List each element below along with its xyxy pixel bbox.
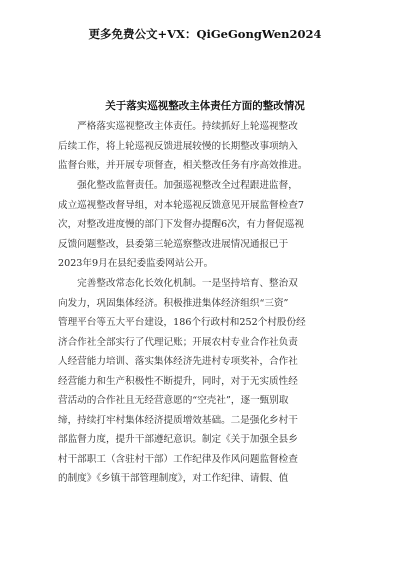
text-line: 的制度》《乡镇干部管理制度》，对工作纪律、请假、值 xyxy=(58,473,289,484)
text-line: 向发力，巩固集体经济。积极推进集体经济组织“三资” xyxy=(58,297,289,309)
text-line: 部监督力度，提升干部遵纪意识。制定《关于加强全县乡 xyxy=(58,434,298,445)
text-line: 后续工作，将上轮巡视反馈进展较慢的长期整改事项纳入 xyxy=(58,140,298,152)
text-line: 管理平台等五大平台建设，186个行政村和252个村股份经 xyxy=(58,317,306,328)
text-line: 经营能力和生产积极性不断提升，同时，对于无实质性经 xyxy=(58,375,298,387)
paragraph-3 xyxy=(58,274,348,489)
text-line: 完善整改常态化长效化机制。一是坚持培育、整治双 xyxy=(58,278,298,289)
text-line: 2023年9月在县纪委监委网站公开。 xyxy=(58,258,214,269)
text-line: 缔，持续打牢村集体经济提质增效基础。二是强化乡村干 xyxy=(58,414,298,426)
text-line: 人经营能力培训、落实集体经济先进村专项奖补，合作社 xyxy=(58,356,298,367)
text-line: 反馈问题整改，县委第三轮巡察整改进展情况通报已于 xyxy=(58,238,289,250)
text-line: 监督台账，并开展专项督查，相关整改任务有序高效推进。 xyxy=(58,160,308,171)
paragraph-2 xyxy=(58,176,348,274)
text-line: 成立巡视整改督导组，对本轮巡视反馈意见开展监督检查7 xyxy=(58,199,304,211)
paragraph-1 xyxy=(58,117,348,176)
text-line: 强化整改监督责任。加强巡视整改全过程跟进监督， xyxy=(58,180,298,191)
text-line: 次，对整改进度慢的部门下发督办提醒6次，有力督促巡视 xyxy=(58,219,304,230)
text-line: 严格落实巡视整改主体责任。持续抓好上轮巡视整改 xyxy=(58,121,298,132)
text-line: 村干部职工（含驻村干部）工作纪律及作风问题监督检查 xyxy=(58,453,298,465)
text-line: 营活动的合作社且无经营意愿的“空壳社”，逐一甄别取 xyxy=(58,395,289,406)
text-line: 济合作社全部实行了代理记账；开展农村专业合作社负责 xyxy=(58,336,298,348)
document-title: 关于落实巡视整改主体责任方面的整改情况 xyxy=(105,100,305,112)
promo-header: 更多免费公文+VX：QiGeGongWen2024 xyxy=(88,27,322,41)
